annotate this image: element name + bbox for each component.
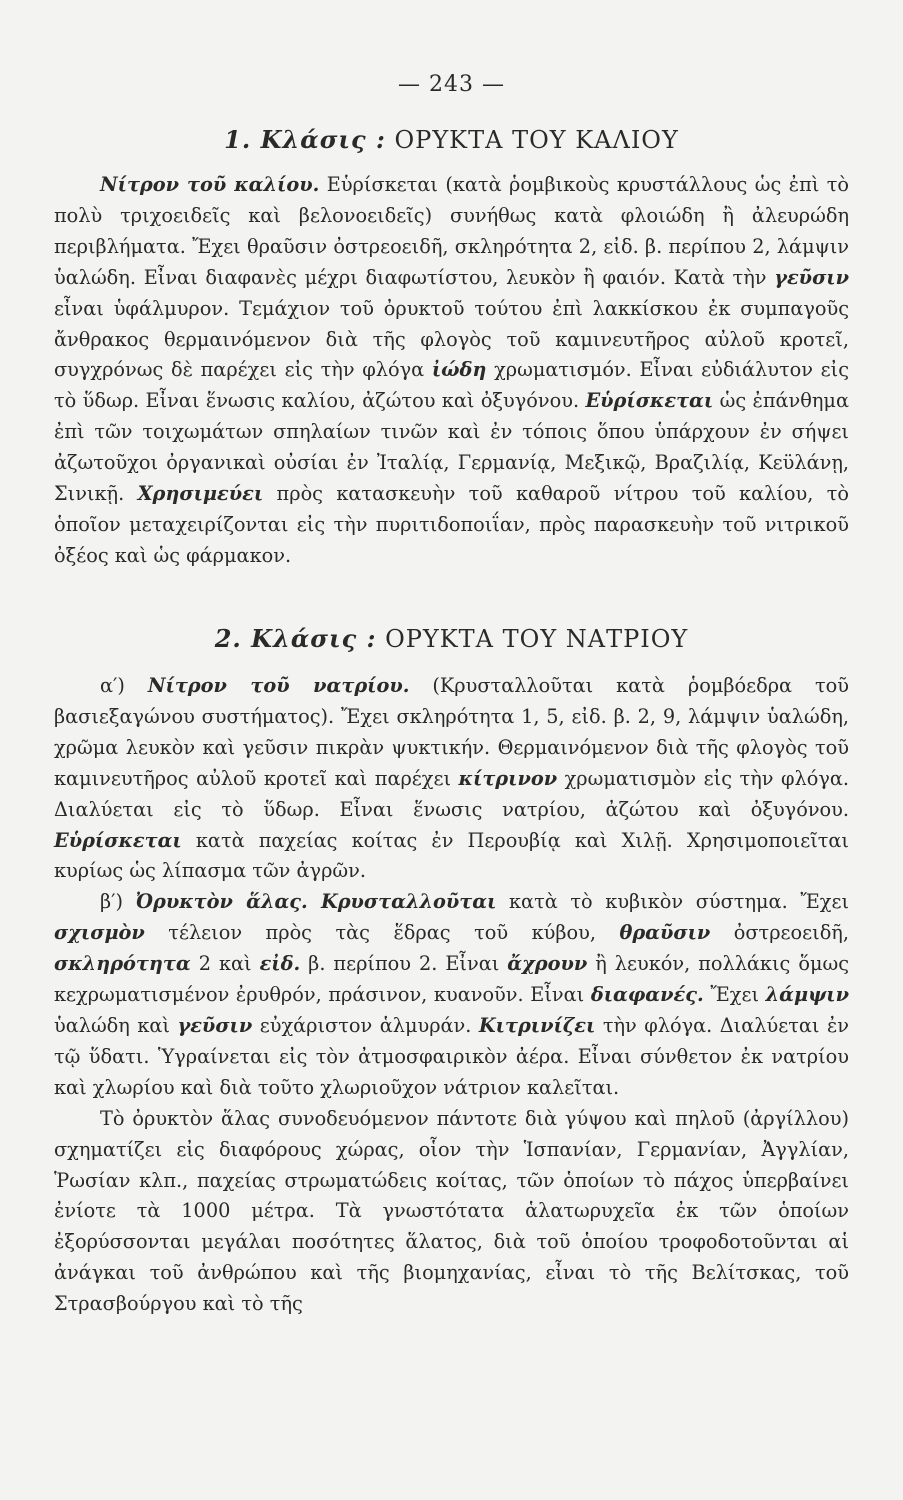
text-run: χρωματισμὸν εἰς τὴν φλόγα. Διαλύεται εἰς τὸ ὕδωρ. Εἶναι ἕνωσις νατρίου, ἀζώτου καὶ ὀξυγόνου. [54,766,849,821]
keyword: ἰώδη [431,358,487,382]
keyword: γεῦσιν [177,1013,253,1037]
paragraph-salt-deposits: Τὸ ὀρυκτὸν ἅλας συνοδευόμενον πάντοτε διὰ γύψου καὶ πηλοῦ (ἀργίλλου) σχηματίζει εἰς διαφόρους χώρας, οἷον τὴν Ἱσπανίαν, Γερμανίαν, Ἀγγλίαν, Ῥωσίαν κλπ., παχείας στρωματώδεις κοίτας, τῶν ὁποίων τὸ πάχος ὑπερβαίνει ἐνίοτε τὰ 1000 μέτρα. Τὰ γνωστότατα ἁλατωρυχεῖα ἐκ τῶν ὁποίων ἐξορύσσονται μεγάλαι ποσότητες ἅλατος, διὰ τοῦ ὁποίου τροφοδοτοῦνται αἱ ἀνάγκαι τοῦ ἀνθρώπου καὶ τῆς βιομηχανίας, εἶναι τὸ τῆς Βελίτσκας, τοῦ Στρασβούργου καὶ τὸ τῆς [54,1106,849,1316]
text-run: Εὑρίσκεται (κατὰ ῥομβικοὺς κρυστάλλους ὡς ἐπὶ τὸ πολὺ τριχοειδεῖς καὶ βελονοειδεῖς) συνήθως κατὰ φλοιώδη ἢ ἀλευρώδη περιβλήματα. Ἔχει θραῦσιν ὀστρεοειδῆ, σκληρότητα 2, εἰδ. β. περίπου 2, λάμψιν ὑαλώδη. Εἶναι διαφανὲς μέχρι διαφωτίστου, λευκὸν ἢ φαιόν. Κατὰ τὴν [54,173,850,289]
text-run: εἶναι ὑφάλμυρον. Τεμάχιον τοῦ ὀρυκτοῦ τούτου ἐπὶ λακκίσκου ἐκ συμπαγοῦς ἄνθρακος θερμαινόμενον διὰ τῆς φλογὸς τοῦ καμινευτῆρος αὐλοῦ κροτεῖ, συγχρόνως δὲ παρέχει εἰς τὴν φλόγα [54,296,849,382]
text-run: κατὰ παχείας κοίτας ἐν Περουβίᾳ καὶ Χιλῇ. Χρησιμοποιεῖται κυρίως ὡς λίπασμα τῶν ἀγρῶν. [54,828,849,883]
keyword: Εὑρίσκεται [585,389,714,413]
page-number: — 243 — [398,72,505,97]
text-run: τέλειον πρὸς τὰς ἕδρας τοῦ κύβου, [144,921,620,945]
keyword: εἰδ. [259,952,301,976]
mineral-name: Νίτρον τοῦ νατρίου. [147,674,410,697]
section-label: 1. Κλάσις : [224,125,386,154]
paragraph-potassium-nitrate [54,170,849,572]
text-run: εὐχάριστον ἁλμυράν. [252,1013,479,1037]
section-label: 2. Κλάσις : [214,624,377,653]
text-run: κατὰ τὸ κυβικὸν σύστημα. Ἔχει [496,890,850,914]
text-run: πρὸς κατασκευὴν τοῦ καθαροῦ νίτρου τοῦ καλίου, τὸ ὁποῖον μεταχειρίζονται εἰς τὴν πυριτιδοποιΐαν, πρὸς παρασκευὴν τοῦ νιτρικοῦ ὀξέος καὶ ὡς φάρμακον. [54,482,849,567]
keyword: θραῦσιν [619,921,711,945]
text-run: (Κρυσταλλοῦται κατὰ ῥομβόεδρα τοῦ βασιεξαγώνου συστήματος). Ἔχει σκληρότητα 1, 5, εἰδ. β. 2, 9, λάμψιν ὑαλώδη, χρῶμα λευκὸν καὶ γεῦσιν πικρὰν ψυκτικήν. Θερμαινόμενον διὰ τῆς φλογὸς τοῦ καμινευτῆρος αὐλοῦ κροτεῖ καὶ παρέχει [54,674,849,790]
item-marker: β′) [100,890,136,914]
section-heading-sodium [0,624,903,653]
text-run: Ἔχει [703,983,766,1007]
mineral-name: Ὀρυκτὸν ἅλας. Κρυσταλλοῦται [135,890,497,914]
text-run: ἢ λευκόν, πολλάκις ὅμως κεχρωματισμένον ἐρυθρόν, πράσινον, κυανοῦν. Εἶναι [54,952,849,1007]
text-run: ὡς ἐπάνθημα ἐπὶ τῶν τοιχωμάτων σπηλαίων τινῶν καὶ ἐν τόποις ὅπου ὑπάρχουν ἐν σήψει ἀζωτοῦχοι ὀργανικαὶ οὐσίαι ἐν Ἰταλίᾳ, Γερμανίᾳ, Μεξικῷ, Βραζιλίᾳ, Κεϋλάνῃ, Σινικῇ. [54,389,849,506]
paragraph-sodium-nitrate [54,671,849,887]
keyword: διαφανές. [590,983,704,1007]
text-run: χρωματισμόν. Εἶναι εὐδιάλυτον εἰς τὸ ὕδωρ. Εἶναι ἕνωσις καλίου, ἀζώτου καὶ ὀξυγόνου. [54,358,849,413]
keyword: ἄχρουν [507,952,588,976]
section-heading-potassium [0,125,903,154]
section-title: ΟΡΥΚΤΑ ΤΟΥ ΚΑΛΙΟΥ [394,126,679,154]
paragraph-rock-salt [54,887,849,1103]
keyword: Εὑρίσκεται [54,828,182,852]
section-body-sodium [54,671,849,1320]
text-run: τὴν φλόγα. Διαλύεται ἐν τῷ ὕδατι. Ὑγραίνεται εἰς τὸν ἀτμοσφαιρικὸν ἀέρα. Εἶναι σύνθετον ἐκ νατρίου καὶ χλωρίου καὶ διὰ τοῦτο χλωριοῦχον νάτριον καλεῖται. [54,1013,850,1099]
section-body-potassium [54,170,849,572]
keyword: γεῦσιν [774,265,849,289]
mineral-name: Νίτρον τοῦ καλίου. [100,173,320,196]
item-marker: α′) [100,674,148,697]
keyword: κίτρινον [458,766,558,790]
keyword: σχισμὸν [54,921,145,945]
text-run: ὑαλώδη καὶ [54,1013,178,1037]
text-run: ὀστρεοειδῆ, [710,921,849,945]
keyword: Κιτρινίζει [478,1013,596,1037]
section-title: ΟΡΥΚΤΑ ΤΟΥ ΝΑΤΡΙΟΥ [385,625,689,653]
keyword: λάμψιν [765,983,849,1007]
text-run: β. περίπου 2. Εἶναι [300,952,508,976]
keyword: σκληρότητα [54,952,191,976]
keyword: Χρησιμεύει [137,482,264,506]
text-run: 2 καὶ [190,952,260,976]
